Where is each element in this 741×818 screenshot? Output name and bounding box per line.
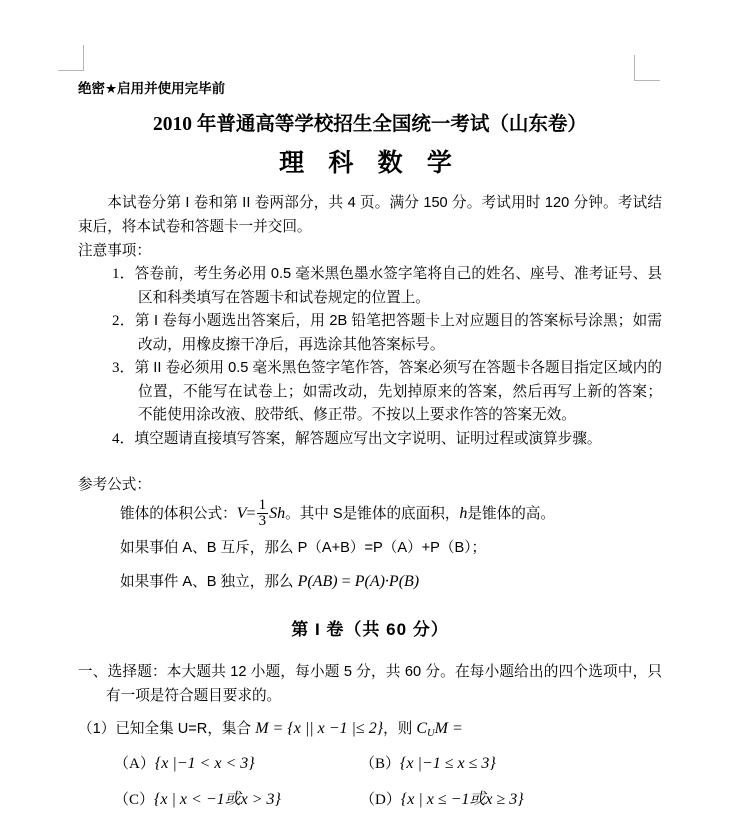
question-1-options xyxy=(78,746,662,818)
option-a[interactable] xyxy=(114,746,360,782)
independent-prefix: 如果事件 A、B 独立，那么 xyxy=(120,574,298,590)
cone-formula-tail-3: 是锥体的高。 xyxy=(467,506,555,522)
option-d-tag: （D） xyxy=(360,792,401,809)
part-one-title: 第 I 卷（共 60 分） xyxy=(291,620,449,639)
notice-text: 第 II 卷必须用 0.5 毫米黑色签字笔作答，答案必须写在答题卡各题目指定区域内的位置，不能写在试卷上；如需改动，先划掉原来的答案，然后再写上新的答案；不能使用涂改液、胶带纸、修正带。不按以上要求作答的答案无效。 xyxy=(134,360,662,423)
equals-sign: = xyxy=(341,573,351,590)
notice-text: 第 I 卷每小题选出答案后，用 2B 铅笔把答题卡上对应题目的答案标号涂黑；如需改动，用橡皮擦干净后，再选涂其他答案标号。 xyxy=(134,313,662,353)
option-d-text: {x | x ≤ −1或x ≥ 3} xyxy=(400,791,524,809)
option-b-tag: （B） xyxy=(360,756,401,773)
mutually-exclusive-formula: 如果事伯 A、B 互斥，那么 P（A+B）=P（A）+P（B）； xyxy=(120,540,487,556)
notice-number: 3． xyxy=(112,360,135,376)
notice-item xyxy=(94,310,662,357)
complement-subscript: U xyxy=(427,728,435,740)
question-stem-prefix: 已知全集 U=R，集合 xyxy=(115,721,256,737)
question-number: （1） xyxy=(78,721,116,737)
notice-text: 填空题请直接填写答案，解答题应写出文字说明、证明过程或演算步骤。 xyxy=(134,430,602,447)
option-row xyxy=(78,746,662,782)
crop-mark-top-right xyxy=(634,55,660,81)
question-stem-math: M = {x || x −1 |≤ 2} xyxy=(255,720,384,737)
formula-section-heading: 参考公式： xyxy=(78,477,151,493)
secret-notice: 绝密★启用并使用完毕前 xyxy=(78,81,226,96)
option-d[interactable] xyxy=(360,782,606,818)
option-c[interactable] xyxy=(114,782,360,818)
probability-ab: P(AB) xyxy=(297,573,338,590)
option-row xyxy=(78,782,662,818)
notice-list xyxy=(78,263,662,451)
crop-mark-top-left xyxy=(58,45,84,71)
notice-text: 答卷前，考生务必用 0.5 毫米黑色墨水签字笔将自己的姓名、座号、准考证号、县区和科类填写在答题卡和试卷规定的位置上。 xyxy=(134,266,662,306)
equals-sign: = xyxy=(246,505,256,522)
notice-item xyxy=(94,263,662,310)
fraction-numerator: 1 xyxy=(258,496,267,513)
complement-symbol: C xyxy=(416,720,428,737)
page-title: 2010 年普通高等学校招生全国统一考试（山东卷） xyxy=(153,114,587,135)
subject-title: 理 科 数 学 xyxy=(279,150,461,177)
notice-number: 4． xyxy=(112,430,135,447)
option-b-text: {x |−1 ≤ x ≤ 3} xyxy=(400,755,496,773)
option-c-tag: （C） xyxy=(114,792,155,809)
option-c-text: {x | x < −1或x > 3} xyxy=(154,791,281,809)
question-1 xyxy=(78,717,662,746)
notice-item xyxy=(94,428,662,452)
option-a-tag: （A） xyxy=(114,756,155,773)
cone-formula-tail-2: 是锥体的底面积， xyxy=(342,506,460,522)
notice-number: 1． xyxy=(112,266,135,282)
complement-tail: M = xyxy=(434,720,463,737)
cone-formula-label: 锥体的体积公式： xyxy=(120,506,237,522)
one-third-fraction xyxy=(257,498,269,530)
cone-variable-v: V xyxy=(236,505,247,522)
cone-volume-formula xyxy=(120,497,662,531)
notice-number: 2． xyxy=(112,313,135,329)
cone-formula-body: Sh xyxy=(269,505,286,522)
probability-product: P(A)·P(B) xyxy=(354,573,420,590)
fraction-denominator: 3 xyxy=(258,513,267,530)
cone-variable-h: h xyxy=(459,505,468,522)
independent-events-formula xyxy=(120,565,662,599)
cone-formula-tail-1: 。其中 S xyxy=(285,506,343,522)
multiple-choice-section-heading: 一、选择题：本大题共 12 小题，每小题 5 分，共 60 分。在每小题给出的四个选项中，只有一项是符合题目要求的。 xyxy=(78,664,662,704)
intro-paragraph: 本试卷分第 I 卷和第 II 卷两部分，共 4 页。满分 150 分。考试用时 120 分钟。考试结束后，将本试卷和答题卡一并交回。 xyxy=(78,195,662,235)
option-a-text: {x |−1 < x < 3} xyxy=(154,755,255,773)
question-stem-mid: ，则 xyxy=(383,721,417,737)
option-b[interactable] xyxy=(360,746,606,782)
document-body xyxy=(78,80,662,818)
notice-item xyxy=(94,357,662,428)
notice-label: 注意事项： xyxy=(78,243,151,259)
